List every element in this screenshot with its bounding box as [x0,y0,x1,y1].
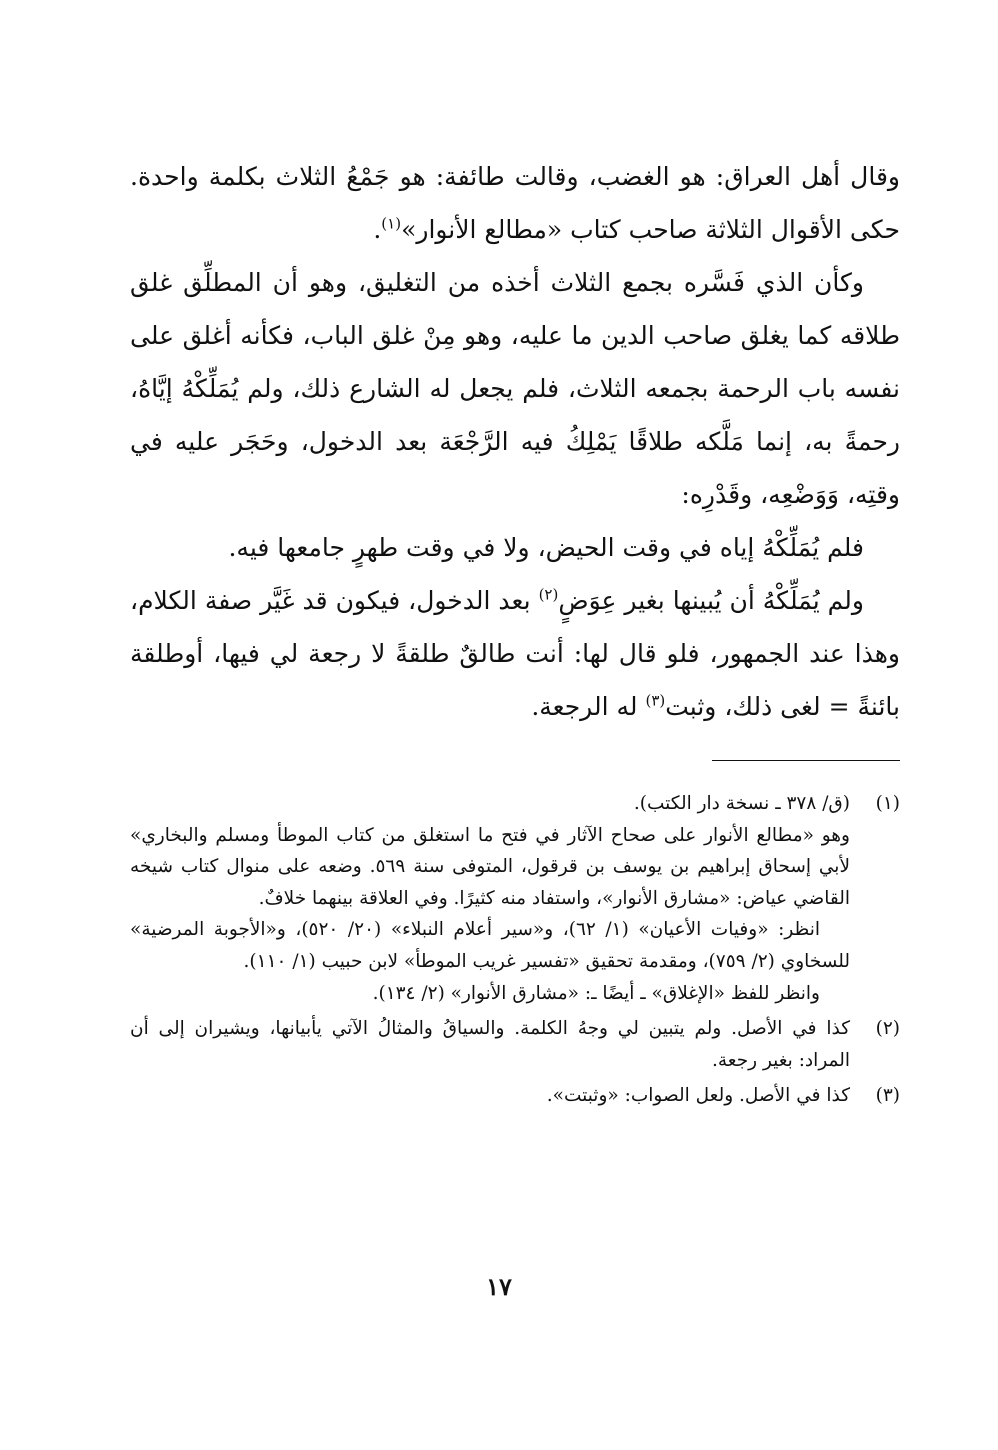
main-text [130,150,900,733]
footnote-ref-2[interactable]: (٢) [538,585,559,604]
paragraph-text: بعد الدخول، فيكون قد غَيَّر صفة الكلام، وهذا عند الجمهور، فلو قال لها: أنت طالقٌ طلقةً لا رجعة لي فيها، أوطلقة بائنةً = لغى ذلك، وثبت [130,586,900,721]
footnote-number: (٣) [875,1085,900,1107]
paragraph-text: ولم يُمَلِّكْهُ أن يُبينها بغير عِوَضٍ [558,586,864,615]
paragraph-2: وكأن الذي فَسَّره بجمع الثلاث أخذه من التغليق، وهو أن المطلِّق غلق طلاقه كما يغلق صاحب الدين ما عليه، وهو مِنْ غلق الباب، فكأنه أغلق على نفسه باب الرحمة بجمعه الثلاث، فلم يجعل له الشارع ذلك، ولم يُمَلِّكْهُ إيَّاهُ، رحمةً به، إنما مَلَّكه طلاقًا يَمْلِكُ فيه الرَّجْعَة بعد الدخول، وحَجَر عليه في وقتِه، وَوَضْعِه، وقَدْرِه: [130,268,900,509]
footnote-line: وهو «مطالع الأنوار على صحاح الآثار في فتح ما استغلق من كتاب الموطأ ومسلم والبخاري» لأبي إسحاق إبراهيم بن يوسف بن قرقول، المتوفى سنة ٥٦٩. وضعه على منوال كتاب شيخه القاضي عياض: «مشارق الأنوار»، واستفاد منه كثيرًا. وفي العلاقة بينهما خلافٌ. [130,824,850,909]
footnote-line: انظر: «وفيات الأعيان» (١/ ٦٢)، و«سير أعلام النبلاء» (٢٠/ ٥٢٠)، و«الأجوبة المرضية» للسخاوي (٢/ ٧٥٩)، ومقدمة تحقيق «تفسير غريب الموطأ» لابن حبيب (١/ ١١٠). [130,919,850,972]
paragraph-1 [130,150,900,256]
footnote-1 [130,788,900,1009]
footnote-body [130,788,850,1009]
footnote-3 [130,1080,900,1112]
footnote-line: كذا في الأصل. ولعل الصواب: «وثبتت». [546,1085,850,1107]
footnote-ref-3[interactable]: (٣) [645,691,666,710]
footnote-body [130,1080,850,1112]
footnote-ref-1[interactable]: (١) [381,214,402,233]
paragraph-3: فلم يُمَلِّكْهُ إياه في وقت الحيض، ولا في وقت طهرٍ جامعها فيه. [228,533,864,562]
page-number: ١٧ [486,1272,512,1301]
sentence-end: . [373,215,382,244]
footnote-line: (ق/ ٣٧٨ ـ نسخة دار الكتب). [633,793,850,814]
footnote-line: وانظر للفظ «الإغلاق» ـ أيضًا ـ: «مشارق الأنوار» (٢/ ١٣٤). [372,982,820,1004]
footnote-number: (١) [875,793,900,814]
footnote-divider [712,760,900,761]
footnote-line: كذا في الأصل. ولم يتبين لي وجهُ الكلمة. والسياقُ والمثالُ الآتي يأبيانها، ويشيران إلى أن المراد: بغير رجعة. [130,1018,850,1071]
footnote-2 [130,1013,900,1076]
footnote-number: (٢) [875,1018,900,1040]
footnote-body [130,1013,850,1076]
paragraph-4 [130,574,900,733]
paragraph-text: له الرجعة. [531,692,638,721]
paragraph-text: وقال أهل العراق: هو الغضب، وقالت طائفة: هو جَمْعُ الثلاث بكلمة واحدة. حكى الأقوال الثلاثة صاحب كتاب «مطالع الأنوار» [130,162,900,244]
footnotes [130,788,900,1112]
